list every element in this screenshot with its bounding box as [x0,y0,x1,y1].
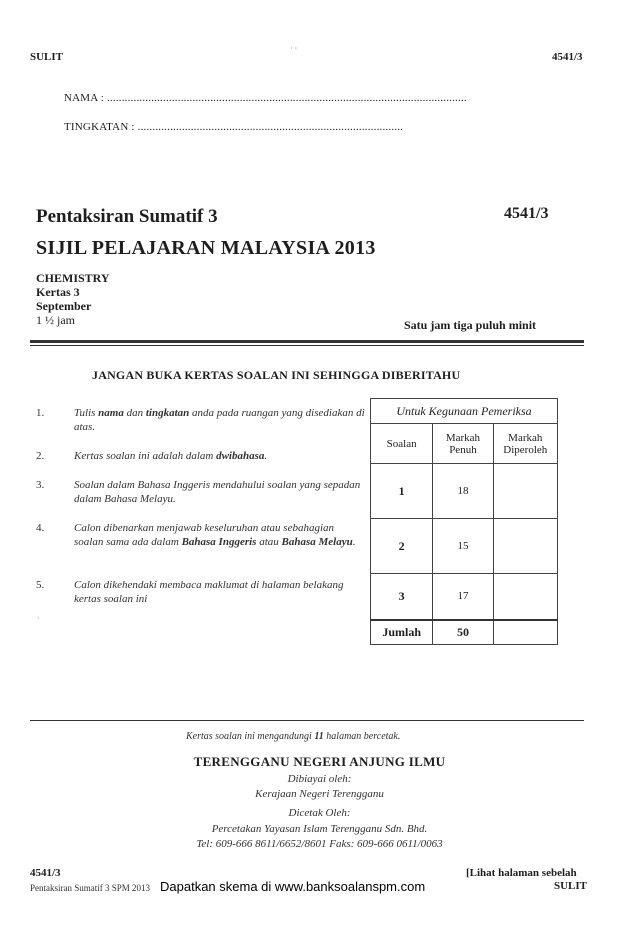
markah-diperoleh-cell [493,464,557,519]
state-motto: TERENGGANU NEGERI ANJUNG ILMU [193,754,446,769]
header-code: 4541/3 [552,51,583,63]
page-count: 11 [314,731,324,742]
footer-exam-note: Pentaksiran Sumatif 3 SPM 2013 [30,883,151,893]
instruction-number: 1. [36,407,45,419]
soalan-cell: 3 [371,574,433,620]
nama-field: NAMA : .......................................................................................................................... [64,92,467,104]
duration: 1 ½ jam [36,313,75,327]
funded-by: Kerajaan Negeri Terengganu [255,788,384,800]
next-page-note: [Lihat halaman sebelah [466,867,577,879]
total-obtained-cell [493,620,557,645]
total-label: Jumlah [371,620,433,645]
duration-words: Satu jam tiga puluh minit [404,318,537,332]
instruction-2: 2. Kertas soalan ini adalah dalam dwibahasa. [36,450,268,462]
total-marks: 50 [433,620,493,645]
markah-penuh-cell: 18 [433,464,493,519]
markah-penuh-cell: 17 [433,574,493,620]
paper-code: 4541/3 [504,205,549,222]
examiner-marks-table [370,398,558,645]
assessment-title: Pentaksiran Sumatif 3 [36,206,218,227]
scan-dot: · [37,614,40,623]
paper-number: Kertas 3 [36,285,80,299]
header-soalan: Soalan [371,424,433,464]
table-total-row [371,620,558,645]
markah-diperoleh-cell [493,519,557,574]
instruction-1: 1. Tulis nama dan tingkatan anda pada ruangan yang disediakan di atas. [36,407,365,433]
table-row [371,464,558,519]
soalan-cell: 1 [371,464,433,519]
printer-contact: Tel: 609-666 8611/6652/8601 Faks: 609-666 0611/0063 [196,838,443,850]
markah-diperoleh-cell [493,574,557,620]
tingkatan-field: TINGKATAN : .......................................................................................... [64,121,404,133]
examiner-table-title: Untuk Kegunaan Pemeriksa [371,399,558,424]
soalan-cell: 2 [371,519,433,574]
table-row [371,519,558,574]
scan-marks: · · [290,44,298,53]
instruction-3: 3. Soalan dalam Bahasa Inggeris mendahului soalan yang sepadan dalam Bahasa Melayu. [36,479,361,505]
footer-classification: SULIT [554,880,588,892]
header-markah-diperoleh: Markah Diperoleh [493,424,557,464]
header-markah-penuh: Markah Penuh [433,424,493,464]
subject: CHEMISTRY [36,271,110,285]
exam-month: September [36,299,92,313]
markah-penuh-cell: 15 [433,519,493,574]
funded-by-label: Dibiayai oleh: [287,773,352,785]
exam-title: SIJIL PELAJARAN MALAYSIA 2013 [36,237,376,259]
title-rule-thick [30,340,584,343]
do-not-open-warning: JANGAN BUKA KERTAS SOALAN INI SEHINGGA DIBERITAHU [92,368,461,382]
footer-rule [30,720,584,721]
instruction-number: 5. [36,579,45,591]
page-count-note: Kertas soalan ini mengandungi 11 halaman bercetak. [186,731,401,742]
instruction-5: 5. Calon dikehendaki membaca maklumat di halaman belakang kertas soalan ini [36,579,344,605]
instruction-number: 4. [36,522,45,534]
footer-code: 4541/3 [30,867,61,879]
printed-by-label: Dicetak Oleh: [288,807,351,819]
table-row [371,574,558,620]
header-classification: SULIT [30,51,64,63]
instruction-number: 3. [36,479,45,491]
printed-by: Percetakan Yayasan Islam Terengganu Sdn. Bhd. [211,823,428,835]
watermark-link[interactable]: Dapatkan skema di www.banksoalanspm.com [160,879,426,894]
instruction-number: 2. [36,450,45,462]
instruction-4: 4. Calon dibenarkan menjawab keseluruhan atau sebahagian soalan sama ada dalam Bahasa Inggeris atau Bahasa Melayu. [36,522,356,548]
title-rule-thin [30,345,584,346]
